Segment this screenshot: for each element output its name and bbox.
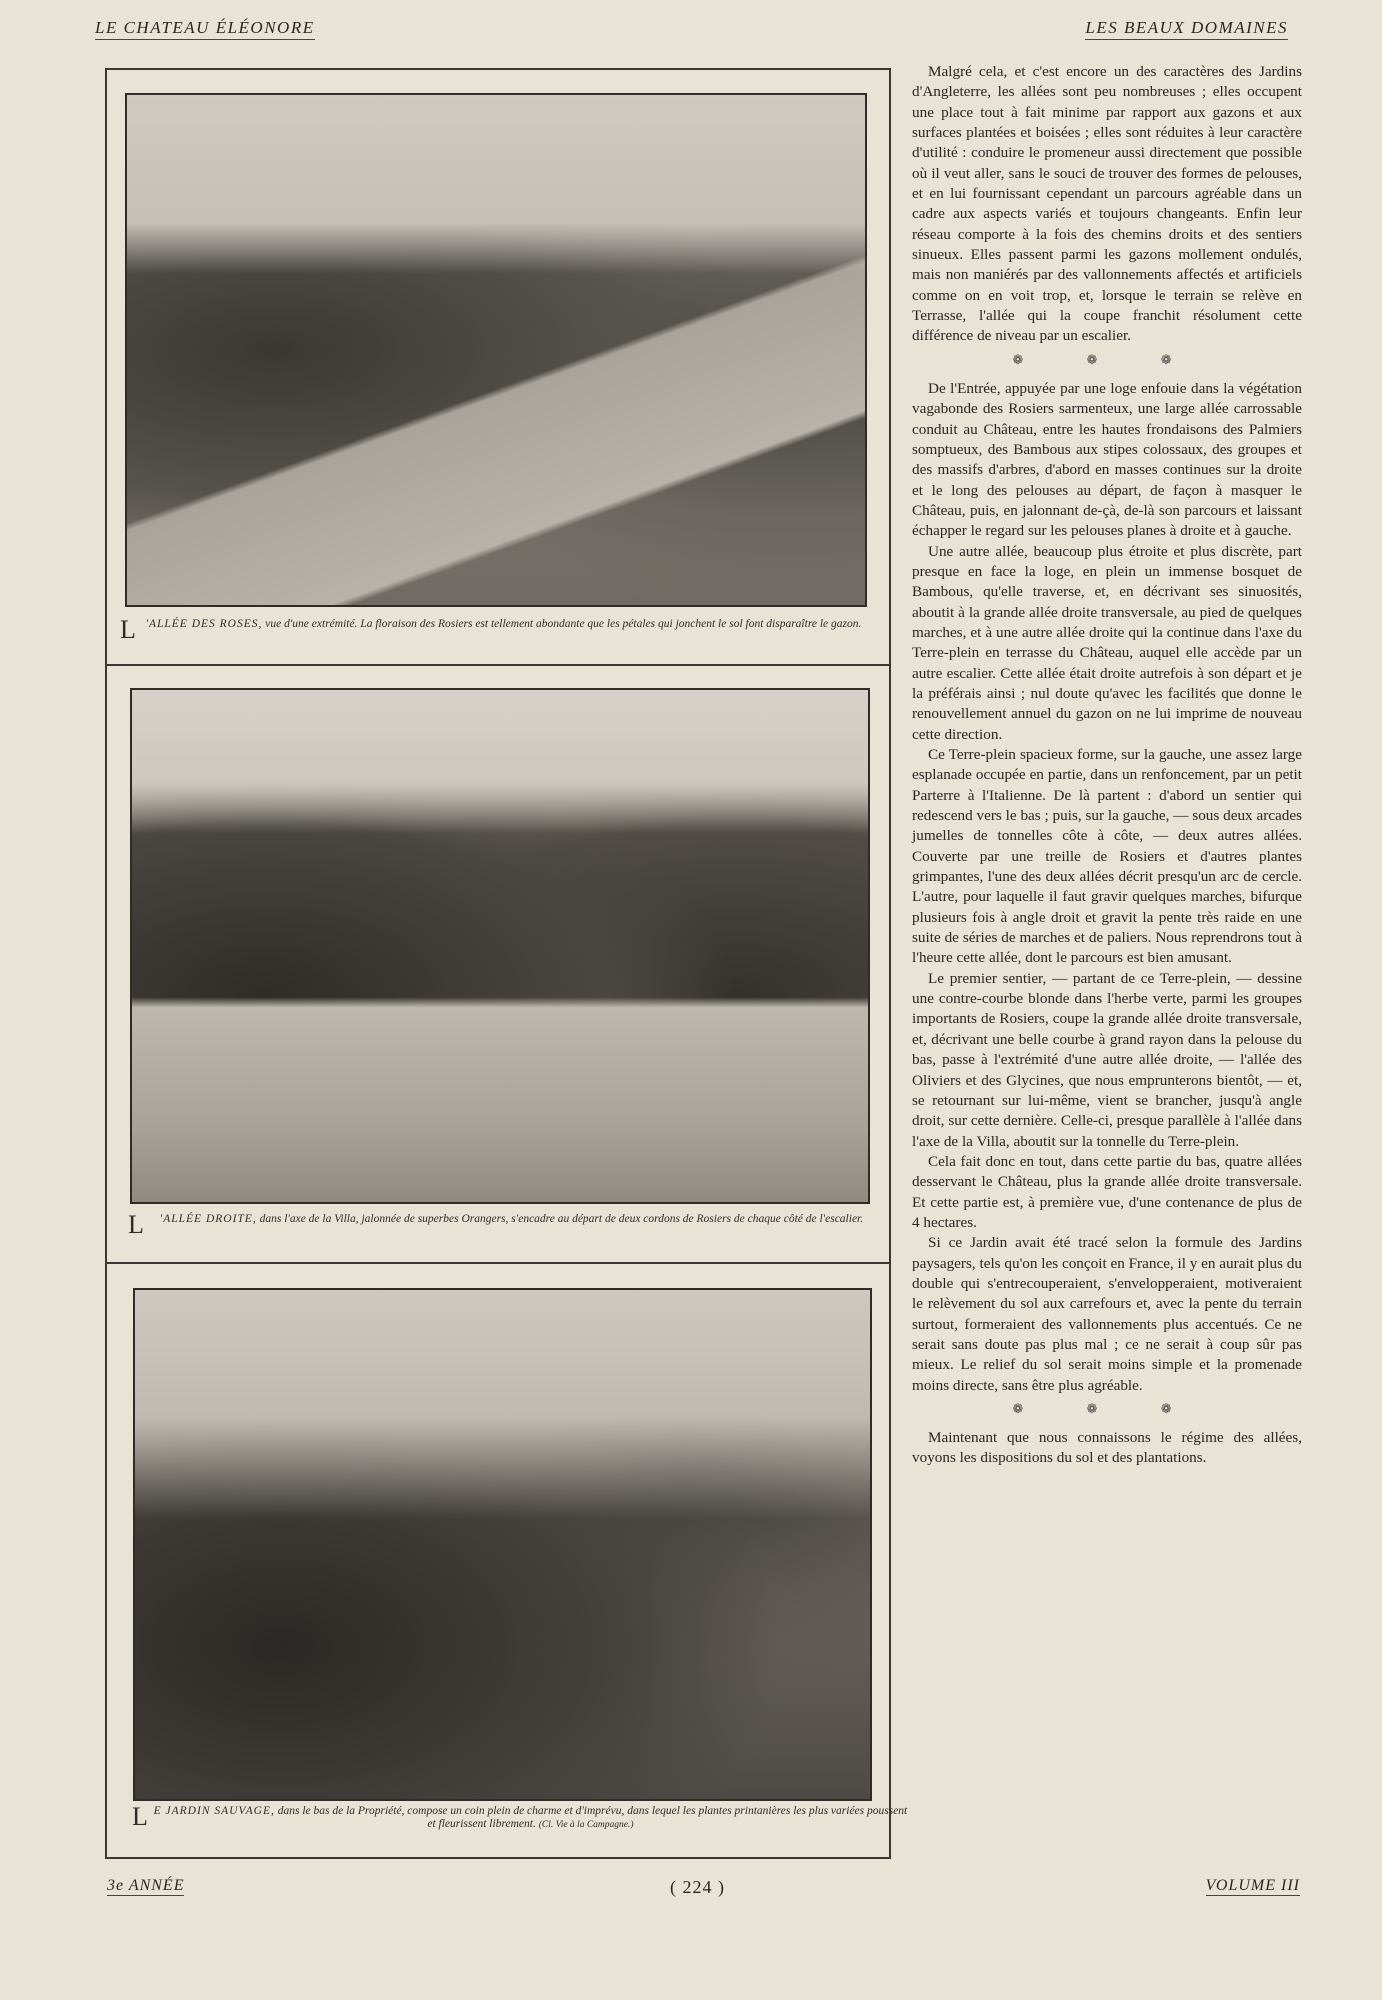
paragraph: Cela fait donc en tout, dans cette partie du bas, quatre allées desservant le Château, plus la grande allée droite transversale. Et cette partie est, à première vue, d'une contenance de plus de 4 hectares. — [912, 1152, 1302, 1231]
frame-divider — [105, 664, 889, 666]
caption-title: 'ALLÉE DROITE, — [159, 1213, 257, 1225]
caption-text: vue d'une extrémité. La floraison des Rosiers est tellement abondante que les pétales qui jonchent le sol font disparaître le gazon. — [265, 618, 862, 630]
caption-allee-droite — [128, 1210, 878, 1239]
drop-initial: L — [132, 1802, 148, 1831]
photo-credit: (Cl. Vie à la Campagne.) — [538, 1820, 634, 1830]
article-column — [912, 62, 1302, 1469]
caption-title: 'ALLÉE DES ROSES, — [145, 618, 263, 630]
drop-initial: L — [128, 1210, 144, 1239]
caption-allee-des-roses — [120, 615, 870, 644]
paragraph: Maintenant que nous connaissons le régime des allées, voyons les dispositions du sol et des plantations. — [912, 1429, 1302, 1467]
paragraph: Si ce Jardin avait été tracé selon la formule des Jardins paysagers, tels qu'on les conçoit en France, il y en aurait plus du double qui s'entrecouperaient, s'envelopperaient, motiveraient le relèvement du sol aux carrefours et, avec la pente du terrain surtout, formeraient des vallonnements plus accentués. Ce ne serait sans doute pas plus mal ; ce ne serait à coup sûr pas mieux. Le relief du sol serait moins simple et la promenade moins directe, sans être plus agréable. — [912, 1234, 1302, 1394]
caption-title: E JARDIN SAUVAGE, — [153, 1805, 275, 1817]
photo-jardin-sauvage — [133, 1288, 872, 1801]
paragraph: Une autre allée, beaucoup plus étroite et plus discrète, part presque en face la loge, en plein un immense bosquet de Bambous, qu'elle traverse, et, en décrivant ses sinuosités, aboutit à la grande allée droite transversale, au pied de quelques marches, et à une autre allée droite qui la continue dans l'axe du Terre-plein en terrasse du Château, auquel elle accède par un autre escalier. Cette allée était droite autrefois à son départ et je la préférais ainsi ; nul doute qu'avec les facilités que donne le renouvellement annuel du gazon on ne lui imprime de nouveau cette direction. — [912, 542, 1302, 743]
ornament-divider: ❁ ❁ ❁ — [1012, 1401, 1202, 1416]
footer-year: 3e ANNÉE — [107, 1877, 185, 1894]
photo-allee-des-roses — [125, 93, 867, 607]
paragraph: De l'Entrée, appuyée par une loge enfouie dans la végétation vagabonde des Rosiers sarmenteux, une large allée carrossable conduit au Château, entre les hautes frondaisons des Palmiers somptueux, des Bambous aux stipes colossaux, des groupes et des massifs d'arbres, d'abord en masses continues sur la droite et le long des pelouses au départ, de façon à masquer le Château, puis, en jalonnant de-çà, de-là son parcours et laissant échapper le regard sur les pelouses planes à droite et à gauche. — [912, 379, 1302, 540]
caption-text: dans le bas de la Propriété, compose un coin plein de charme et d'imprévu, dans lequel les plantes printanières les plus variées poussent et fleurissent librement. — [277, 1805, 908, 1830]
paragraph: Le premier sentier, — partant de ce Terre-plein, — dessine une contre-courbe blonde dans l'herbe verte, parmi les groupes importants de Rosiers, coupe la grande allée droite transversale, et, décrivant une belle courbe à grand rayon dans la pelouse du bas, passe à l'extrémité d'une autre allée droite, — l'allée des Oliviers et des Glycines, que nous emprunterons bientôt, — et, se retournant sur lui-même, vient se brancher, jusqu'à angle droit, sur cette dernière. Celle-ci, presque parallèle à l'allée dans l'axe de la Villa, aboutit sur la tonnelle du Terre-plein. — [912, 969, 1302, 1150]
footer-volume: VOLUME III — [1205, 1877, 1300, 1894]
running-header-right: LES BEAUX DOMAINES — [1085, 18, 1288, 40]
caption-text: dans l'axe de la Villa, jalonnée de superbes Orangers, s'encadre au départ de deux cordons de Rosiers de chaque côté de l'escalier. — [259, 1213, 864, 1225]
paragraph: Malgré cela, et c'est encore un des caractères des Jardins d'Angleterre, les allées sont peu nombreuses ; elles occupent une place tout à fait minime par rapport aux gazons et aux surfaces plantées et boisées ; elles sont réduites à leur caractère d'utilité : conduire le promeneur aussi directement que possible où il veut aller, sans le souci de trouver des formes de pelouses, et en lui fournissant cependant un parcours agréable dans un cadre aux aspects variés et toujours changeants. Enfin leur réseau comporte à la fois des chemins droits et des sentiers sinueux. Elles passent parmi les gazons mollement ondulés, mais non maniérés par des vallonnements affectés et artificiels comme on en voit trop, et, lorsque le terrain se relève en Terrasse, l'allée qui la coupe franchit résolument cette différence de niveau par un escalier. — [912, 63, 1302, 345]
ornament-divider: ❁ ❁ ❁ — [1012, 351, 1202, 367]
drop-initial: L — [120, 615, 136, 644]
paragraph: Ce Terre-plein spacieux forme, sur la gauche, une assez large esplanade occupée en partie, dans un renfoncement, par un petit Parterre à l'Italienne. De là partent : d'abord un sentier qui redescend vers le bas ; puis, sur la gauche, — sous deux arcades jumelles de tonnelles côte à côte, — deux autres allées. Couverte par une treille de Rosiers et d'autres plantes grimpantes, l'une des deux allées décrit presqu'un arc de cercle. L'autre, pour laquelle il faut gravir quelques marches, bifurque plusieurs fois à angle droit et gravit la pente très raide en une suite de séries de marches et de paliers. Nous reprendrons tout à l'heure cette allée, dont le parcours est bien amusant. — [912, 746, 1302, 967]
frame-divider — [105, 1262, 889, 1264]
running-header-left: LE CHATEAU ÉLÉONORE — [95, 18, 315, 40]
caption-jardin-sauvage — [132, 1802, 912, 1832]
page-number: ( 224 ) — [670, 1877, 725, 1897]
photo-allee-droite — [130, 688, 870, 1204]
